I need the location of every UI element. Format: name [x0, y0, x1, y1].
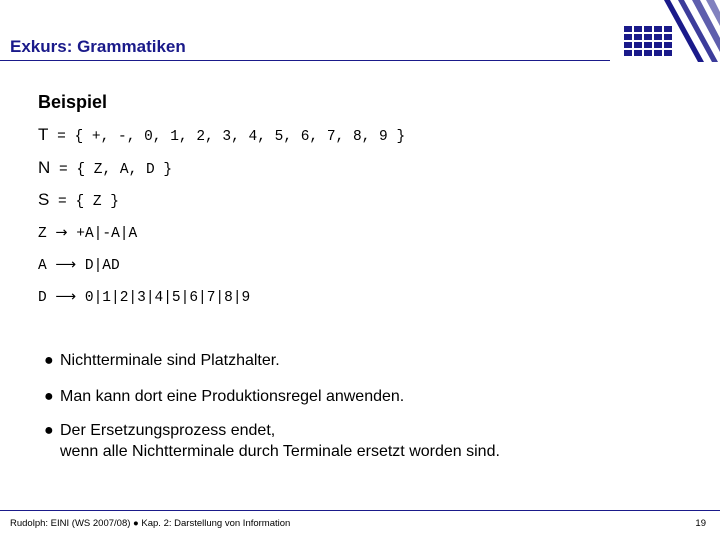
title-divider [0, 60, 610, 61]
bullet-item [44, 350, 280, 371]
production-rhs: D|AD [84, 258, 120, 274]
bullet-text: Der Ersetzungsprozess endet, [60, 422, 276, 439]
production-a [38, 257, 120, 274]
definition-terminals [38, 125, 405, 145]
bullet-dot-icon: ● [44, 352, 54, 369]
bullet-dot-icon: ● [44, 422, 54, 439]
production-arrow: → [55, 225, 68, 241]
definition-symbol: S [38, 190, 50, 209]
production-arrow: ⟶ [55, 257, 77, 273]
definition-nonterminals [38, 158, 172, 178]
example-heading: Beispiel [38, 92, 108, 112]
definition-value: = { Z } [49, 194, 119, 210]
bullet-dot-icon: ● [44, 388, 54, 405]
bullet-item [44, 420, 500, 462]
production-lhs: Z [38, 226, 47, 242]
production-lhs: A [38, 258, 47, 274]
tu-dortmund-logo [620, 0, 720, 62]
bullet-text: Man kann dort eine Produktionsregel anwenden. [60, 388, 405, 405]
footer-text: Rudolph: EINI (WS 2007/08) ● Kap. 2: Darstellung von Information [10, 518, 291, 529]
bullet-text: Nichtterminale sind Platzhalter. [60, 352, 280, 369]
production-rhs: +A|-A|A [76, 226, 138, 242]
production-lhs: D [38, 290, 47, 306]
footer-divider [0, 510, 720, 511]
definition-startsymbol [38, 190, 119, 210]
production-arrow: ⟶ [55, 289, 77, 305]
definition-symbol: T [38, 125, 49, 144]
slide-title: Exkurs: Grammatiken [10, 37, 186, 56]
bullet-item [44, 386, 404, 407]
bullet-text-continuation: wenn alle Nichtterminale durch Terminale ersetzt worden sind. [60, 443, 500, 460]
production-rhs: 0|1|2|3|4|5|6|7|8|9 [84, 290, 251, 306]
definition-symbol: N [38, 158, 51, 177]
definition-value: = { +, -, 0, 1, 2, 3, 4, 5, 6, 7, 8, 9 } [48, 129, 406, 145]
production-d [38, 289, 250, 306]
definition-value: = { Z, A, D } [50, 162, 173, 178]
production-z [38, 225, 137, 242]
page-number: 19 [695, 518, 706, 529]
